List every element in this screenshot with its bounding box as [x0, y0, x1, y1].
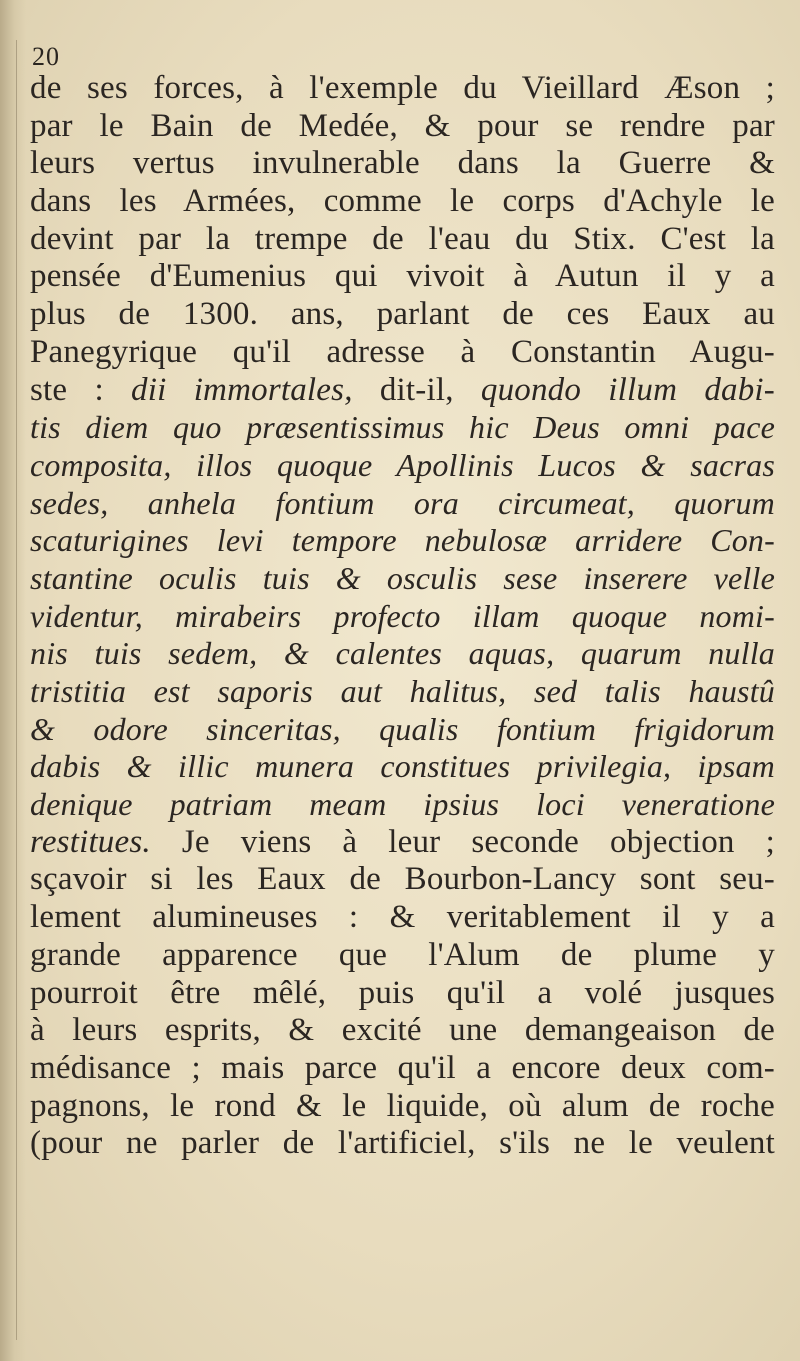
- text-run-italic: restitues.: [30, 823, 151, 860]
- text-line: plus de 1300. ans, parlant de ces Eaux au: [30, 296, 775, 333]
- latin-quote-line: videntur, mirabeirs profecto illam quoque nomi-: [30, 597, 775, 634]
- text-line: devint par la trempe de l'eau du Stix. C'est la: [30, 220, 775, 257]
- text-run-roman: Je viens à leur seconde objection ;: [150, 823, 775, 860]
- text-line-mixed: [30, 372, 775, 410]
- text-line: lement alumineuses : & veritablement il y a: [30, 899, 775, 936]
- text-line: Panegyrique qu'il adresse à Constantin Augu-: [30, 333, 775, 370]
- binding-edge-line: [16, 40, 17, 1340]
- text-line: à leurs esprits, & excité une demangeaison de: [30, 1012, 775, 1049]
- latin-quote-line: denique patriam meam ipsius loci veneratione: [30, 786, 775, 823]
- text-line: pensée d'Eumenius qui vivoit à Autun il y a: [30, 258, 775, 295]
- text-run-roman: dit-il,: [352, 371, 481, 408]
- text-line: pourroit être mêlé, puis qu'il a volé jusques: [30, 974, 775, 1011]
- latin-quote-line: sedes, anhela fontium ora circumeat, quorum: [30, 484, 775, 521]
- text-line: de ses forces, à l'exemple du Vieillard Æson ;: [30, 70, 775, 106]
- binding-gutter-shadow: [0, 0, 26, 1361]
- text-line: par le Bain de Medée, & pour se rendre par: [30, 107, 775, 144]
- latin-quote-line: composita, illos quoque Apollinis Lucos & sacras: [30, 446, 775, 483]
- text-line: sçavoir si les Eaux de Bourbon-Lancy sont seu-: [30, 861, 775, 898]
- latin-quote-line: dabis & illic munera constitues privilegia, ipsam: [30, 748, 775, 785]
- page-number: 20: [32, 42, 60, 71]
- text-line: médisance ; mais parce qu'il a encore deux com-: [30, 1049, 775, 1086]
- latin-quote-line: nis tuis sedem, & calentes aquas, quarum nulla: [30, 635, 775, 672]
- text-line: dans les Armées, comme le corps d'Achyle le: [30, 183, 775, 220]
- text-line: pagnons, le rond & le liquide, où alum de roche: [30, 1087, 775, 1124]
- text-line-mixed: [30, 824, 775, 862]
- text-run-italic: dii immortales,: [131, 371, 353, 408]
- latin-quote-line: stantine oculis tuis & osculis sese inserere velle: [30, 559, 775, 596]
- latin-quote-line: & odore sinceritas, qualis fontium frigidorum: [30, 710, 775, 747]
- text-run-roman: ste :: [30, 371, 132, 408]
- latin-quote-line: tristitia est saporis aut halitus, sed talis haustû: [30, 673, 775, 709]
- text-line: (pour ne parler de l'artificiel, s'ils ne le veulent: [30, 1125, 775, 1162]
- body-text: [30, 70, 775, 1163]
- latin-quote-line: scaturigines levi tempore nebulosæ arridere Con-: [30, 522, 775, 559]
- text-line: grande apparence que l'Alum de plume y: [30, 936, 775, 973]
- text-run-italic: quondo illum dabi-: [480, 371, 775, 408]
- text-line: leurs vertus invulnerable dans la Guerre &: [30, 145, 775, 182]
- latin-quote-line: tis diem quo præsentissimus hic Deus omni pace: [30, 409, 775, 446]
